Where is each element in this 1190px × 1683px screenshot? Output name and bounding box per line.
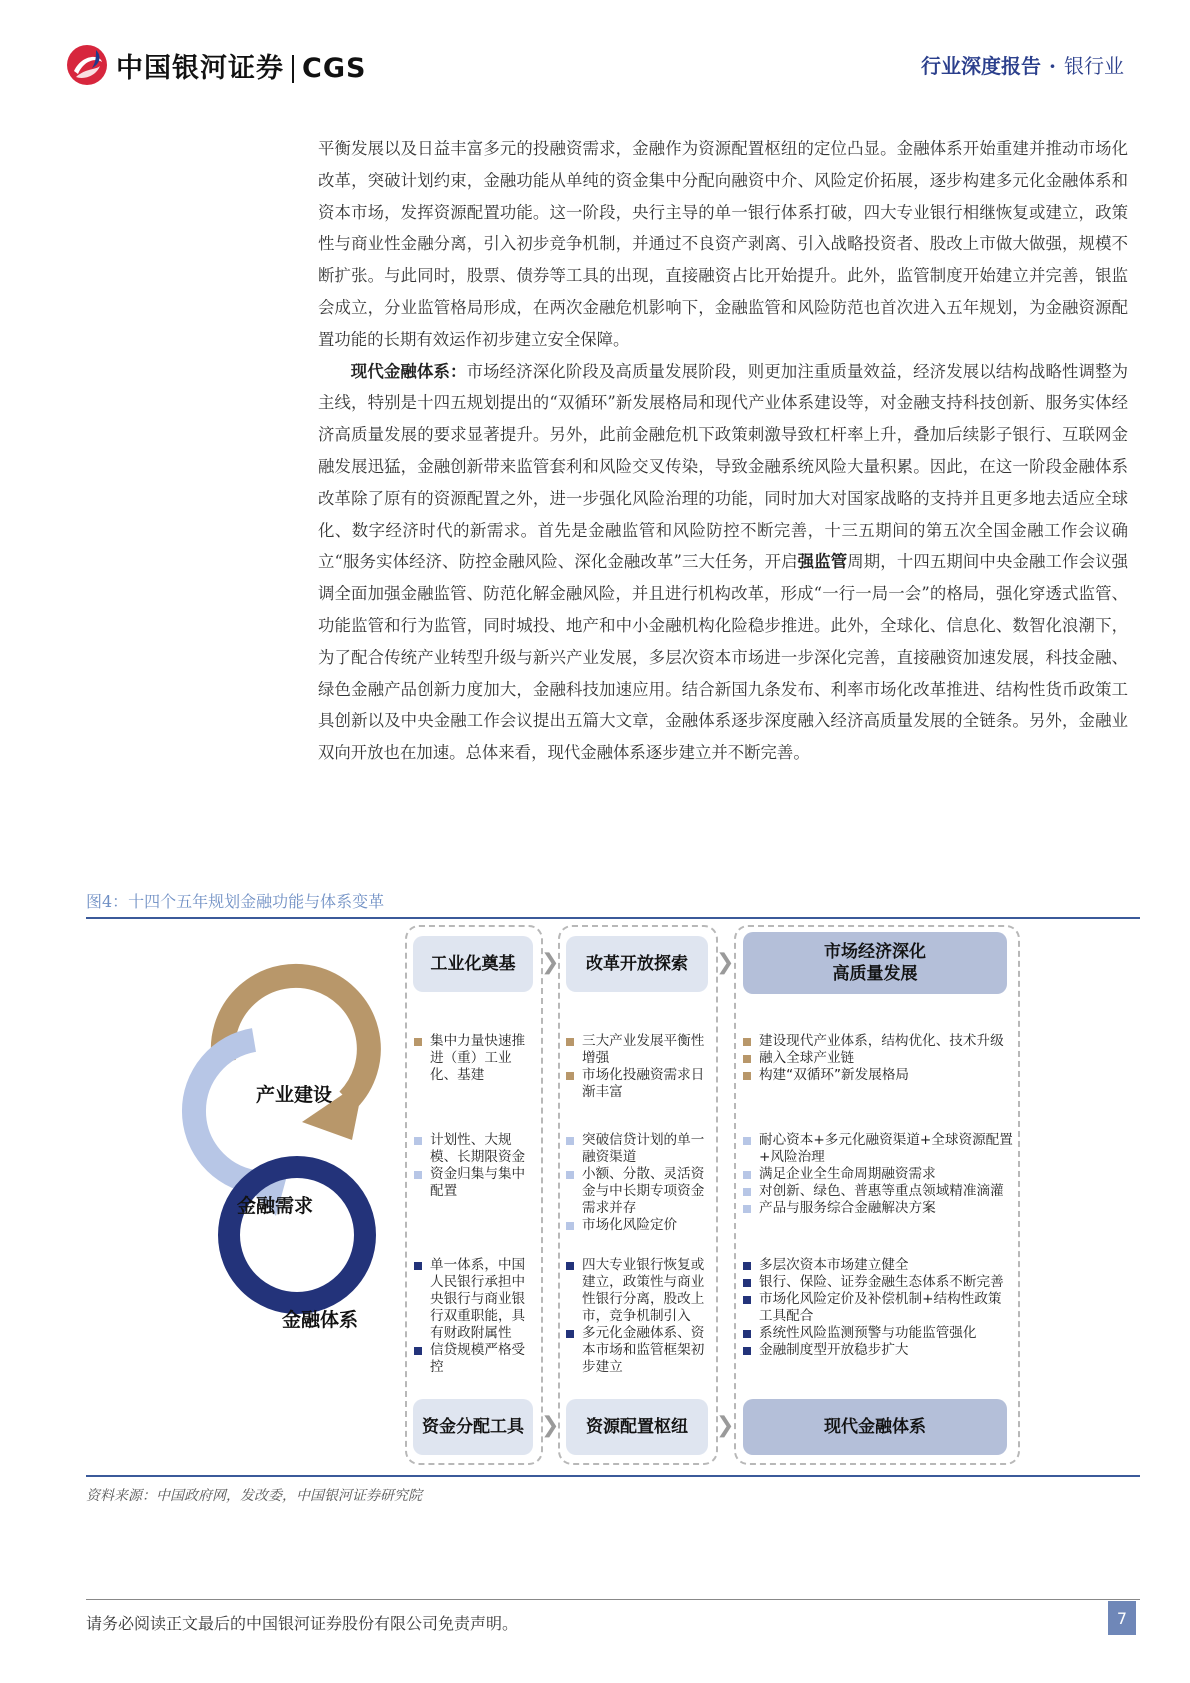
list-item: 建设现代产业体系，结构优化、技术升级 (741, 1033, 1015, 1050)
list-item: 计划性、大规模、长期限资金 (412, 1132, 536, 1166)
col1-row2-list (412, 1132, 536, 1200)
col2-row2-list (564, 1132, 712, 1234)
system-ring (229, 1167, 365, 1303)
pill-top-reform: 改革开放探索 (566, 936, 708, 992)
col3-row2-list (741, 1132, 1015, 1217)
footer-disclaimer: 请务必阅读正文最后的中国银河证券股份有限公司免责声明。 (86, 1614, 519, 1633)
report-sector: 银行业 (1064, 54, 1124, 78)
paragraph-2-bold: 强监管 (797, 552, 848, 572)
body-text (318, 133, 1128, 769)
cycle-diagram (176, 950, 406, 1320)
list-item: 突破信贷计划的单一融资渠道 (564, 1132, 712, 1166)
col1-row1-list (412, 1033, 536, 1084)
pill-bottom-modern-system: 现代金融体系 (743, 1399, 1007, 1455)
circle-label-industry: 产业建设 (256, 1084, 333, 1106)
arrow-right-icon: ❯ (541, 1413, 560, 1438)
list-item: 银行、保险、证券金融生态体系不断完善 (741, 1274, 1015, 1291)
pill-top-industrialization: 工业化奠基 (413, 936, 533, 992)
pill-top-market-deepening: 市场经济深化 高质量发展 (743, 932, 1007, 994)
paragraph-1: 平衡发展以及日益丰富多元的投融资需求，金融作为资源配置枢纽的定位凸显。金融体系开始重建并推动市场化改革，突破计划约束，金融功能从单纯的资金集中分配向融资中介、风险定价拓展，逐步构建多元化金融体系和资本市场，发挥资源配置功能。这一阶段，央行主导的单一银行体系打破，四大专业银行相继恢复或建立，政策性与商业性金融分离，引入初步竞争机制，并通过不良资产剥离、引入战略投资者、股改上市做大做强，规模不断扩张。与此同时，股票、债券等工具的出现，直接融资占比开始提升。此外，监管制度开始建立并完善，银监会成立，分业监管格局形成，在两次金融危机影响下，金融监管和风险防范也首次进入五年规划，为金融资源配置功能的长期有效运作初步建立安全保障。 (318, 139, 1128, 349)
list-item: 构建“双循环”新发展格局 (741, 1067, 1015, 1084)
arrow-right-icon: ❯ (541, 950, 560, 975)
paragraph-2 (318, 356, 1128, 769)
figure-top-rule (86, 917, 1140, 919)
pill-bottom-resource-hub: 资源配置枢纽 (566, 1399, 708, 1455)
list-item: 产品与服务综合金融解决方案 (741, 1200, 1015, 1217)
list-item: 资金归集与集中配置 (412, 1166, 536, 1200)
galaxy-logo-icon (66, 44, 108, 86)
list-item: 融入全球产业链 (741, 1050, 1015, 1067)
brand-name-en: CGS (302, 52, 367, 84)
list-item: 市场化投融资需求日渐丰富 (564, 1067, 712, 1101)
circle-label-demand: 金融需求 (237, 1195, 314, 1217)
figure-bottom-rule (86, 1475, 1140, 1477)
col2-row1-list (564, 1033, 712, 1101)
list-item: 金融制度型开放稳步扩大 (741, 1342, 1015, 1359)
brand-name-cn: 中国银河证券 (116, 52, 284, 84)
paragraph-2-lead: 现代金融体系： (350, 361, 467, 381)
brand-logo (66, 44, 366, 86)
page-number: 7 (1108, 1601, 1136, 1635)
list-item: 小额、分散、灵活资金与中长期专项资金需求并存 (564, 1166, 712, 1217)
col3-row1-list (741, 1033, 1015, 1084)
list-item: 市场化风险定价及补偿机制+结构性政策工具配合 (741, 1291, 1015, 1325)
list-item: 四大专业银行恢复或建立，政策性与商业性银行分离，股改上市，竞争机制引入 (564, 1257, 712, 1325)
report-type: 行业深度报告 (921, 54, 1042, 78)
header-dot: · (1049, 54, 1056, 78)
col2-row3-list (564, 1257, 712, 1376)
page-header (0, 0, 1190, 110)
circle-label-system: 金融体系 (282, 1309, 359, 1331)
list-item: 三大产业发展平衡性增强 (564, 1033, 712, 1067)
figure-title: 图4：十四个五年规划金融功能与体系变革 (86, 892, 385, 911)
demand-arc (194, 1040, 254, 1182)
arrow-right-icon: ❯ (716, 1413, 735, 1438)
col3-row3-list (741, 1257, 1015, 1359)
col1-row3-list (412, 1257, 536, 1376)
arrow-right-icon: ❯ (716, 950, 735, 975)
list-item: 多元化金融体系、资本市场和监管框架初步建立 (564, 1325, 712, 1376)
footer-rule (86, 1599, 1140, 1600)
list-item: 系统性风险监测预警与功能监管强化 (741, 1325, 1015, 1342)
report-label (921, 50, 1124, 79)
list-item: 耐心资本+多元化融资渠道+全球资源配置+风险治理 (741, 1132, 1015, 1166)
brand-separator (292, 55, 294, 83)
pill-bottom-fund-allocation: 资金分配工具 (413, 1399, 533, 1455)
list-item: 信贷规模严格受控 (412, 1342, 536, 1376)
paragraph-2-part-a: 市场经济深化阶段及高质量发展阶段，则更加注重质量效益，经济发展以结构战略性调整为主线，特别是十四五规划提出的“双循环”新发展格局和现代产业体系建设等，对金融支持科技创新、服务实体经济高质量发展的要求显著提升。另外，此前金融危机下政策刺激导致杠杆率上升，叠加后续影子银行、互联网金融发展迅猛，金融创新带来监管套利和风险交叉传染，导致金融系统风险大量积累。因此，在这一阶段金融体系改革除了原有的资源配置之外，进一步强化风险治理的功能，同时加大对国家战略的支持并且更多地去适应全球化、数字经济时代的新需求。首先是金融监管和风险防控不断完善，十三五期间的第五次全国金融工作会议确立“服务实体经济、防控金融风险、深化金融改革”三大任务，开启 (318, 361, 1129, 572)
figure-source: 资料来源：中国政府网，发改委，中国银河证券研究院 (86, 1488, 422, 1504)
paragraph-2-part-b: 周期，十四五期间中央金融工作会议强调全面加强金融监管、防范化解金融风险，并且进行机构改革，形成“一行一局一会”的格局，强化穿透式监管、功能监管和行为监管，同时城投、地产和中小金融机构化险稳步推进。此外，全球化、信息化、数智化浪潮下，为了配合传统产业转型升级与新兴产业发展，多层次资本市场进一步深化完善，直接融资加速发展，科技金融、绿色金融产品创新力度加大，金融科技加速应用。结合新国九条发布、利率市场化改革推进、结构性货币政策工具创新以及中央金融工作会议提出五篇大文章，金融体系逐步深度融入经济高质量发展的全链条。另外，金融业双向开放也在加速。总体来看，现代金融体系逐步建立并不断完善。 (318, 552, 1129, 763)
list-item: 集中力量快速推进（重）工业化、基建 (412, 1033, 536, 1084)
list-item: 多层次资本市场建立健全 (741, 1257, 1015, 1274)
list-item: 单一体系，中国人民银行承担中央银行与商业银行双重职能，具有财政附属性 (412, 1257, 536, 1342)
list-item: 满足企业全生命周期融资需求 (741, 1166, 1015, 1183)
list-item: 对创新、绿色、普惠等重点领域精准滴灌 (741, 1183, 1015, 1200)
list-item: 市场化风险定价 (564, 1217, 712, 1234)
